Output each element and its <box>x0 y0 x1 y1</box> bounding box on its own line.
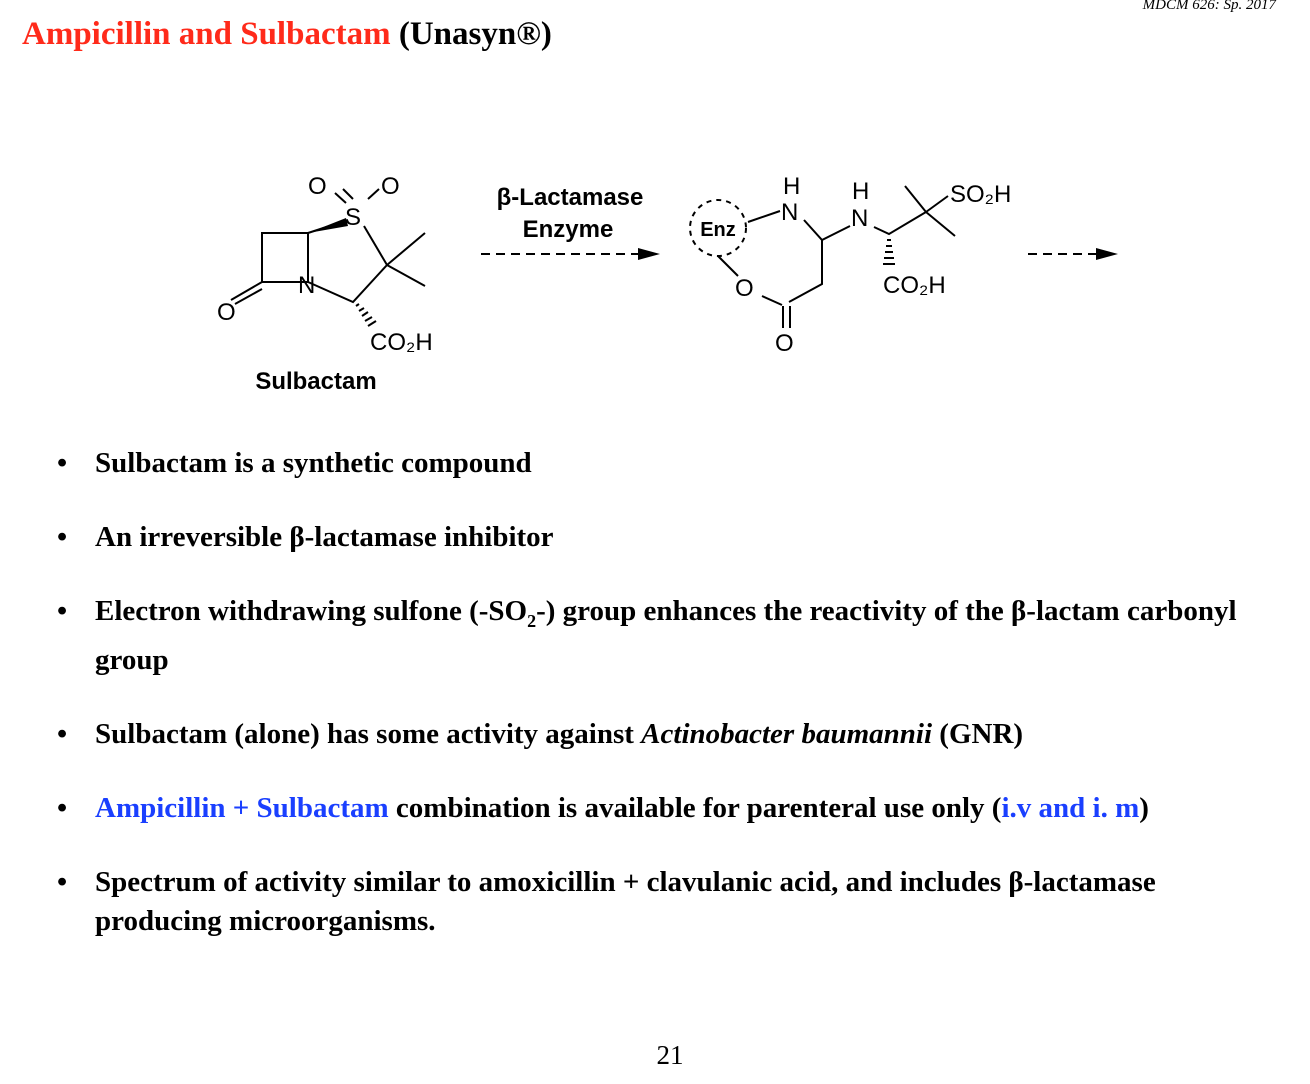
adduct-hashed-bond <box>883 240 895 264</box>
slide-title <box>22 16 552 53</box>
arrow-head-icon <box>1096 248 1118 260</box>
atom-o: O <box>775 330 794 357</box>
atom-n: N <box>781 199 799 226</box>
bullet-item: • Sulbactam (alone) has some activity against Actinobacter baumannii (GNR) <box>57 717 1024 750</box>
arrow-head-icon <box>638 248 660 260</box>
atom-o: O <box>308 173 327 200</box>
bullet-item: • Ampicillin + Sulbactam combination is available for parenteral use only (i.v and i. m) <box>57 791 1149 824</box>
title-brand: (Unasyn®) <box>398 16 552 52</box>
enz-text: Enz <box>700 219 736 241</box>
bullet-item: • Spectrum of activity similar to amoxicillin + clavulanic acid, and includes β-lactamase producing microorganisms. <box>57 865 1156 937</box>
page-number: 21 <box>656 1040 684 1070</box>
atom-s: S <box>345 204 362 231</box>
enzyme-label-line2: Enzyme <box>522 216 614 243</box>
atom-o: O <box>381 173 400 200</box>
atom-o: O <box>217 299 236 326</box>
atom-h: H <box>852 178 870 205</box>
title-drug-names: Ampicillin and Sulbactam <box>22 16 391 52</box>
atom-o: O <box>735 275 754 302</box>
atom-so2h: SO₂H <box>950 181 1012 208</box>
course-tag: MDCM 626: Sp. 2017 <box>1142 0 1276 13</box>
atom-co2h: CO₂H <box>883 272 946 299</box>
bullet-list <box>55 444 1285 976</box>
adduct-bonds <box>718 186 955 328</box>
wedge-bond <box>308 218 348 233</box>
atom-h: H <box>783 173 801 200</box>
atom-co2h: CO₂H <box>370 329 433 356</box>
atom-n: N <box>298 272 316 299</box>
enzyme-label-line1: β-Lactamase <box>496 184 644 211</box>
bullet-item: • Electron withdrawing sulfone $(-SO_2-)$ group enhances the reactivity of the β-lactam carbonyl group <box>57 595 1237 676</box>
reaction-scheme <box>0 160 1310 410</box>
hashed-bond <box>356 304 376 326</box>
bullet-item: • An irreversible β-lactamase inhibitor <box>57 521 554 553</box>
atom-n: N <box>851 205 869 232</box>
sulbactam-bonds <box>231 189 425 304</box>
bullet-item: • Sulbactam is a synthetic compound <box>57 447 532 479</box>
sulbactam-label: Sulbactam <box>255 368 377 395</box>
